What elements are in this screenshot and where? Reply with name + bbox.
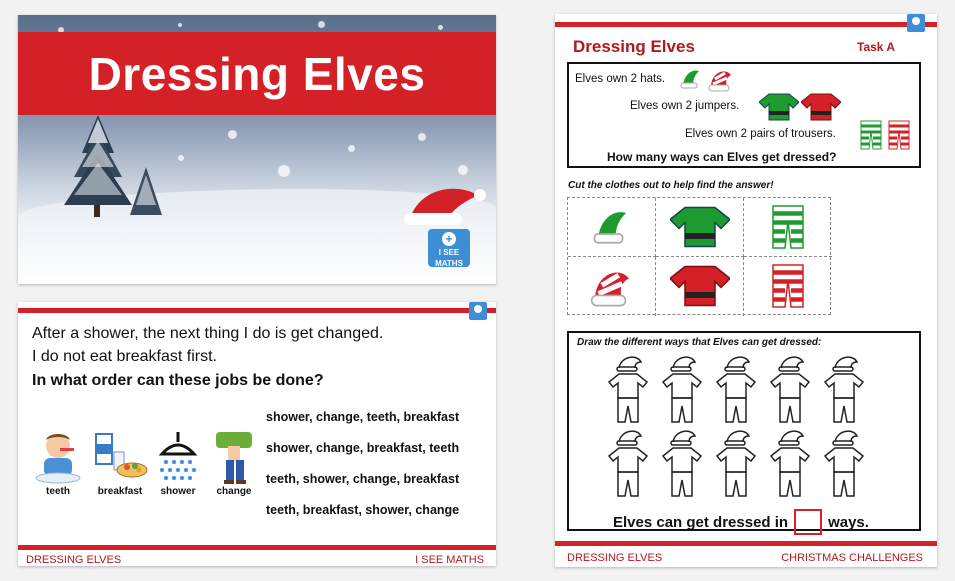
job-label: breakfast [97, 486, 143, 497]
cut-cell-green-trousers [744, 198, 832, 257]
breakfast-icon [92, 430, 148, 484]
order-question: In what order can these jobs be done? [32, 372, 324, 389]
snowflake [318, 21, 325, 28]
snowflake [178, 155, 184, 161]
job-label: teeth [46, 486, 70, 497]
job-change [206, 430, 262, 497]
answer-box[interactable] [794, 509, 822, 535]
footer-right: CHRISTMAS CHALLENGES [781, 552, 923, 564]
green-striped-trousers-icon [770, 203, 806, 251]
elf-outline-icon [823, 354, 865, 424]
elf-outline-icon [715, 428, 757, 498]
elf-outline-icon [607, 354, 649, 424]
order-option: shower, change, teeth, breakfast [266, 410, 460, 424]
order-option: teeth, breakfast, shower, change [266, 503, 460, 517]
title-slide [18, 15, 496, 284]
snowflake [348, 145, 355, 152]
green-elf-hat-icon [590, 206, 634, 248]
job-label: change [216, 486, 252, 497]
task-label: Task A [857, 40, 896, 54]
order-option: teeth, shower, change, breakfast [266, 472, 460, 486]
elf-outline-icon [661, 428, 703, 498]
elf-outline-icon [769, 354, 811, 424]
red-jumper-icon [670, 263, 730, 309]
top-red-bar [555, 22, 937, 27]
title-banner [18, 32, 496, 115]
green-elf-hat-icon [679, 67, 703, 91]
job-label: shower [160, 486, 196, 497]
small-tree-icon [126, 165, 166, 220]
job-breakfast [92, 430, 148, 497]
i-see-maths-small-logo [469, 302, 487, 320]
cut-out-grid [567, 197, 831, 315]
green-jumper-icon [759, 92, 799, 122]
red-striped-trousers-icon [770, 262, 806, 310]
cut-cell-red-jumper [656, 257, 744, 316]
statement-line-1: After a shower, the next thing I do is get changed. [32, 325, 384, 342]
jumpers-text: Elves own 2 jumpers. [630, 100, 740, 112]
worksheet-title: Dressing Elves [573, 37, 695, 56]
order-slide [18, 302, 496, 566]
snowflake [278, 165, 290, 177]
answer-row [613, 509, 869, 535]
cut-instruction: Cut the clothes out to help find the answer! [568, 180, 774, 191]
cut-cell-striped-hat [568, 257, 656, 316]
bottom-red-bar [18, 545, 496, 550]
snowflake [458, 165, 468, 175]
plus-icon: + [442, 232, 456, 246]
brushing-teeth-icon [30, 430, 86, 484]
shower-icon [150, 430, 206, 484]
cut-cell-red-trousers [744, 257, 832, 316]
i-see-maths-logo: + I SEE MATHS [428, 229, 470, 267]
green-striped-trousers-icon [859, 119, 883, 151]
cut-cell-green-jumper [656, 198, 744, 257]
worksheet-question: How many ways can Elves get dressed? [607, 150, 837, 164]
answer-prefix: Elves can get dressed in [613, 513, 789, 531]
snowflake [178, 23, 182, 27]
page-title: Dressing Elves [88, 47, 426, 100]
elf-outline-icon [823, 428, 865, 498]
footer-right: I SEE MATHS [415, 554, 484, 566]
bottom-red-bar [555, 541, 937, 546]
order-option: shower, change, breakfast, teeth [266, 441, 460, 455]
snowflake [418, 133, 426, 141]
striped-elf-hat-icon [588, 265, 636, 309]
elf-outline-icon [607, 428, 649, 498]
striped-elf-hat-icon [707, 67, 735, 93]
top-red-bar [18, 308, 496, 313]
job-teeth [30, 430, 86, 497]
elf-outline-icon [769, 428, 811, 498]
footer-left: DRESSING ELVES [26, 554, 122, 566]
red-striped-trousers-icon [887, 119, 911, 151]
footer-left: DRESSING ELVES [567, 552, 663, 564]
red-jumper-icon [801, 92, 841, 122]
green-jumper-icon [670, 204, 730, 250]
answer-suffix: ways. [828, 513, 869, 531]
elf-outline-icon [715, 354, 757, 424]
job-shower [150, 430, 206, 497]
hats-text: Elves own 2 hats. [575, 73, 666, 85]
snowflake [438, 25, 443, 30]
santa-hat-icon [396, 181, 488, 231]
statement-line-2: I do not eat breakfast first. [32, 348, 217, 365]
cut-cell-green-hat [568, 198, 656, 257]
i-see-maths-small-logo [907, 14, 925, 32]
draw-instruction: Draw the different ways that Elves can get dressed: [577, 337, 822, 348]
trousers-text: Elves own 2 pairs of trousers. [685, 128, 836, 140]
changing-clothes-icon [206, 430, 262, 484]
elf-outline-icon [661, 354, 703, 424]
snowflake [228, 130, 237, 139]
worksheet-page [555, 14, 937, 567]
